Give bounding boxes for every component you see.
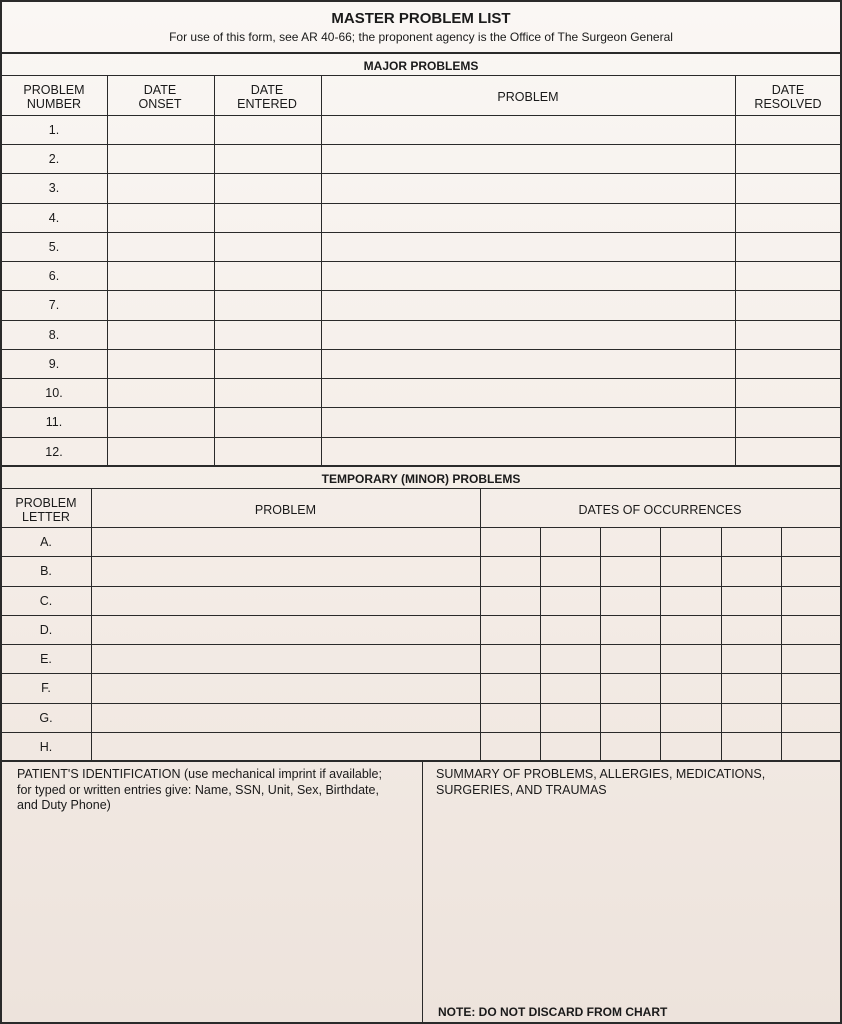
divider (2, 703, 840, 704)
divider (2, 760, 840, 762)
discard-note: NOTE: DO NOT DISCARD FROM CHART (438, 1005, 668, 1019)
major-row-number: 12. (45, 445, 63, 459)
divider (91, 488, 92, 761)
col-header-date-resolved: DATE RESOLVED (754, 83, 822, 111)
divider (735, 75, 736, 466)
divider (2, 644, 840, 645)
divider (2, 615, 840, 616)
col-header-dates-of-occurrences: DATES OF OCCURRENCES (578, 503, 742, 517)
divider (2, 407, 840, 408)
divider (2, 115, 840, 116)
divider (2, 732, 840, 733)
major-row-number: 6. (48, 269, 60, 283)
divider (2, 556, 840, 557)
divider (540, 527, 541, 761)
col-header-date-onset: DATE ONSET (138, 83, 182, 111)
major-row-number: 7. (48, 298, 60, 312)
divider (480, 488, 481, 761)
col-header-problem-letter: PROBLEM LETTER (15, 496, 77, 524)
divider (2, 261, 840, 262)
major-problems-heading: MAJOR PROBLEMS (363, 59, 479, 73)
major-row-number: 4. (48, 211, 60, 225)
minor-row-letter: F. (41, 681, 51, 695)
form-title: MASTER PROBLEM LIST (331, 10, 511, 27)
divider (2, 465, 840, 467)
divider (2, 378, 840, 379)
minor-row-letter: D. (39, 623, 53, 637)
divider (2, 320, 840, 321)
minor-problems-heading: TEMPORARY (MINOR) PROBLEMS (321, 472, 521, 486)
divider (600, 527, 601, 761)
minor-row-letter: C. (39, 594, 53, 608)
divider (2, 527, 840, 528)
divider (321, 75, 322, 466)
divider (2, 349, 840, 350)
divider (2, 437, 840, 438)
divider (2, 232, 840, 233)
major-row-number: 10. (45, 386, 63, 400)
minor-row-letter: A. (40, 535, 52, 549)
col-header-minor-problem: PROBLEM (254, 503, 317, 517)
summary-label: SUMMARY OF PROBLEMS, ALLERGIES, MEDICATIONS, SURGERIES, AND TRAUMAS (436, 767, 766, 797)
minor-row-letter: G. (39, 711, 53, 725)
major-row-number: 5. (48, 240, 60, 254)
divider (2, 144, 840, 145)
divider (2, 173, 840, 174)
major-row-number: 2. (48, 152, 60, 166)
divider (2, 290, 840, 291)
divider (422, 761, 423, 1022)
major-row-number: 3. (48, 181, 60, 195)
divider (2, 52, 840, 54)
minor-row-letter: B. (40, 564, 52, 578)
minor-row-letter: E. (40, 652, 52, 666)
divider (660, 527, 661, 761)
divider (2, 586, 840, 587)
divider (721, 527, 722, 761)
divider (2, 488, 840, 489)
divider (214, 75, 215, 466)
col-header-problem: PROBLEM (497, 90, 559, 104)
major-row-number: 1. (48, 123, 60, 137)
divider (2, 75, 840, 76)
form-subtitle: For use of this form, see AR 40-66; the proponent agency is the Office of The Surgeon General (169, 30, 673, 44)
patient-identification-label: PATIENT'S IDENTIFICATION (use mechanical imprint if available; for typed or written entries give: Name, SSN, Unit, Sex, Birthdate, and Duty Phone) (17, 767, 382, 812)
divider (2, 203, 840, 204)
divider (781, 527, 782, 761)
major-row-number: 9. (48, 357, 60, 371)
col-header-problem-number: PROBLEM NUMBER (23, 83, 85, 111)
major-row-number: 11. (45, 415, 63, 429)
col-header-date-entered: DATE ENTERED (237, 83, 297, 111)
divider (2, 673, 840, 674)
major-row-number: 8. (48, 328, 60, 342)
minor-row-letter: H. (39, 740, 53, 754)
divider (107, 75, 108, 466)
